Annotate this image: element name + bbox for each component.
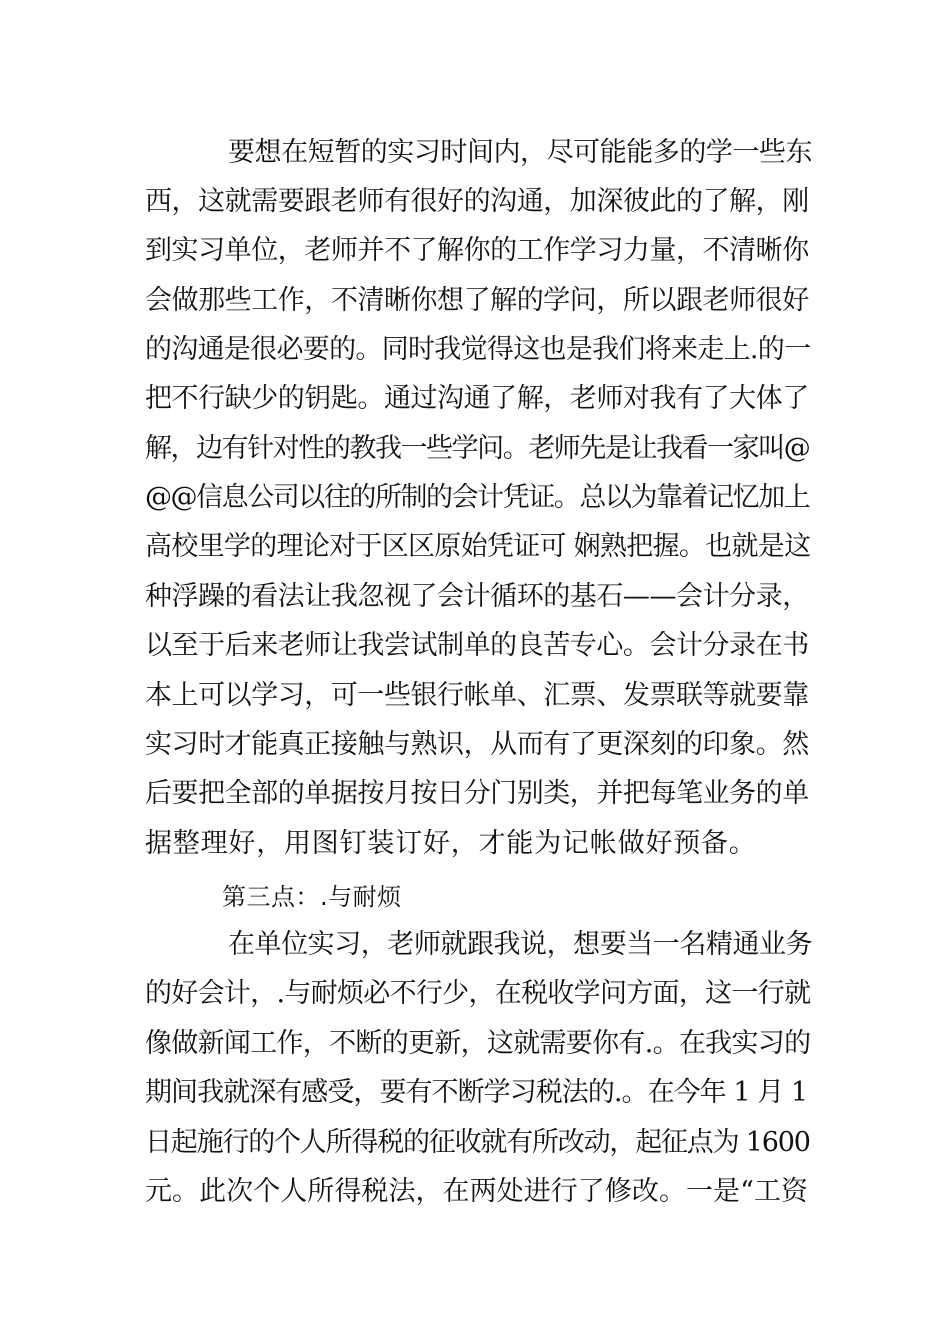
paragraph-2-line-2: 的好会计，.与耐烦必不行少，在税收学问方面，这一行就 (145, 978, 811, 1009)
section-heading: 第三点：.与耐烦 (222, 883, 402, 911)
paragraph-1-line-8: @@信息公司以往的所制的会计凭证。总以为靠着记忆加上 (145, 482, 810, 513)
paragraph-1-line-6: 把不行缺少的钥匙。通过沟通了解，老师对我有了大体了 (145, 383, 809, 414)
paragraph-1-line-5: 的沟通是很必要的。同时我觉得这也是我们将来走上.的一 (145, 334, 811, 365)
paragraph-2-line-5: 日起施行的个人所得税的征收就有所改动，起征点为 1600 (145, 1127, 810, 1158)
paragraph-2-line-3: 像做新闻工作，不断的更新，这就需要你有.。在我实习的 (145, 1028, 811, 1059)
paragraph-1-line-13: 实习时才能真正接触与熟识，从而有了更深刻的印象。然 (145, 729, 809, 760)
paragraph-1-line-1: 要想在短暂的实习时间内，尽可能能多的学一些东 (228, 137, 813, 168)
paragraph-2-line-4: 期间我就深有感受，要有不断学习税法的.。在今年 1 月 1 (145, 1077, 808, 1108)
paragraph-1-line-15: 据整理好，用图钉装订好，才能为记帐做好预备。 (145, 828, 757, 859)
paragraph-1-line-12: 本上可以学习，可一些银行帐单、汇票、发票联等就要靠 (145, 680, 809, 711)
paragraph-1-line-4: 会做那些工作，不清晰你想了解的学问，所以跟老师很好 (145, 285, 809, 316)
paragraph-1-line-2: 西，这就需要跟老师有很好的沟通，加深彼此的了解，刚 (145, 186, 809, 217)
paragraph-1-line-3: 到实习单位，老师并不了解你的工作学习力量，不清晰你 (145, 235, 809, 266)
paragraph-2-line-6: 元。此次个人所得税法，在两处进行了修改。一是“工资 (145, 1176, 809, 1207)
paragraph-1-line-11: 以至于后来老师让我尝试制单的良苦专心。会计分录在书 (145, 630, 809, 661)
paragraph-1-line-14: 后要把全部的单据按月按日分门别类，并把每笔业务的单 (145, 778, 809, 809)
paragraph-1-line-7: 解，边有针对性的教我一些学问。老师先是让我看一家叫@ (145, 433, 810, 464)
paragraph-1-line-9: 高校里学的理论对于区区原始凭证可 娴熟把握。也就是这 (145, 531, 811, 562)
paragraph-2-line-1: 在单位实习，老师就跟我说，想要当一名精通业务 (228, 929, 813, 960)
paragraph-1-line-10: 种浮躁的看法让我忽视了会计循环的基石——会计分录， (145, 581, 809, 612)
